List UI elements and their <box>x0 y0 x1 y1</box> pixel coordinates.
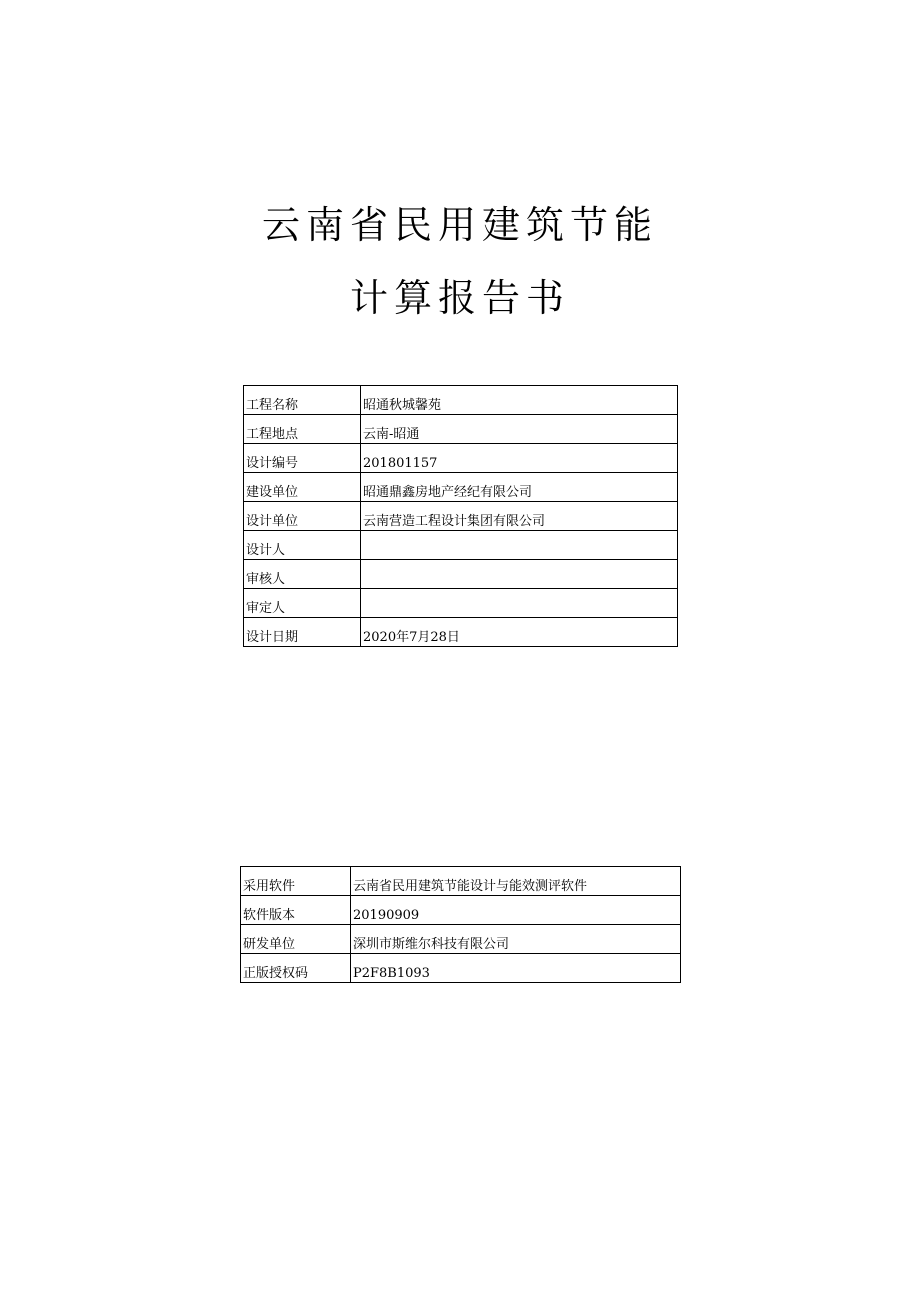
table-row <box>244 589 678 618</box>
table-row <box>244 415 678 444</box>
construction-unit-label: 建设单位 <box>244 473 361 502</box>
project-name-label: 工程名称 <box>244 386 361 415</box>
license-code-value: P2F8B1093 <box>351 954 681 983</box>
developer-value: 深圳市斯维尔科技有限公司 <box>351 925 681 954</box>
construction-unit-value: 昭通鼎鑫房地产经纪有限公司 <box>361 473 678 502</box>
software-version-value: 20190909 <box>351 896 681 925</box>
approver-value <box>361 589 678 618</box>
table-row <box>241 867 681 896</box>
project-info-table <box>243 385 678 647</box>
design-unit-label: 设计单位 <box>244 502 361 531</box>
report-title-line1: 云南省民用建筑节能 <box>261 203 658 247</box>
project-name-value: 昭通秋城馨苑 <box>361 386 678 415</box>
project-location-value: 云南-昭通 <box>361 415 678 444</box>
table-row <box>244 386 678 415</box>
software-label: 采用软件 <box>241 867 351 896</box>
software-value: 云南省民用建筑节能设计与能效测评软件 <box>351 867 681 896</box>
design-date-value: 2020年7月28日 <box>361 618 678 647</box>
developer-label: 研发单位 <box>241 925 351 954</box>
table-row <box>241 925 681 954</box>
table-row <box>244 531 678 560</box>
table-row <box>244 618 678 647</box>
approver-label: 审定人 <box>244 589 361 618</box>
table-row <box>244 473 678 502</box>
software-version-label: 软件版本 <box>241 896 351 925</box>
design-date-label: 设计日期 <box>244 618 361 647</box>
table-row <box>241 954 681 983</box>
project-location-label: 工程地点 <box>244 415 361 444</box>
design-number-label: 设计编号 <box>244 444 361 473</box>
designer-label: 设计人 <box>244 531 361 560</box>
reviewer-value <box>361 560 678 589</box>
reviewer-label: 审核人 <box>244 560 361 589</box>
table-row <box>244 560 678 589</box>
designer-value <box>361 531 678 560</box>
license-code-label: 正版授权码 <box>241 954 351 983</box>
report-title-line2: 计算报告书 <box>349 276 570 320</box>
table-row <box>244 502 678 531</box>
design-unit-value: 云南营造工程设计集团有限公司 <box>361 502 678 531</box>
table-row <box>244 444 678 473</box>
software-info-table <box>240 866 681 983</box>
table-row <box>241 896 681 925</box>
design-number-value: 201801157 <box>361 444 678 473</box>
